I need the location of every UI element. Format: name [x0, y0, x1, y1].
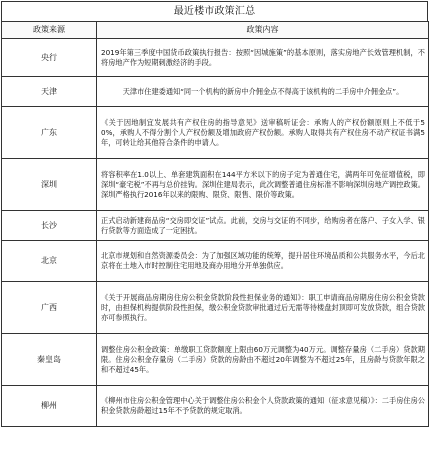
table-row-beijing	[2, 241, 429, 282]
row-content: 《关于因地制宜发展共有产权住房的指导意见》送审稿听证会：承购人的产权份额原则上不低于50%，承购人不得分割个人产权份额及增加政府产权份额。承购人取得共有产权住房不动产权证书满5年，可转让给其他符合条件的申请人。	[97, 107, 429, 159]
table-row-changsha	[2, 211, 429, 241]
policy-table	[1, 21, 429, 427]
row-content: 北京市规划和自然资源委员会：为了加强区域功能的统筹，提升居住环境品质和公共服务水平，今后北京将在土地入市时控制住宅用地及商办用地分开单独供应。	[97, 241, 429, 282]
row-content: 调整住房公积金政策：单缴职工贷款额度上限由60万元调整为40万元。调整存量房（二手房）贷款期限。住房公积金存量房（二手房）贷款的房龄由不超过20年调整为不超过25年，且房龄与贷款年限之和不超过45年。	[97, 334, 429, 386]
header-policy-source: 政策来源	[2, 22, 97, 39]
row-source: 天津	[2, 77, 97, 107]
document-title: 最近楼市政策汇总	[1, 1, 428, 21]
row-source: 广西	[2, 282, 97, 334]
row-source: 柳州	[2, 386, 97, 427]
table-row-liuzhou	[2, 386, 429, 427]
header-policy-content: 政策内容	[97, 22, 429, 39]
row-source: 长沙	[2, 211, 97, 241]
row-content: 天津市住建委通知“同一个机构的新房中介佣金点不得高于该机构的二手房中介佣金点”。	[97, 77, 429, 107]
row-source: 北京	[2, 241, 97, 282]
row-content: 将容积率在1.0以上、单套建筑面积在144平方米以下的房子定为普通住宅，满两年可免征增值税，即深圳“豪宅税”不再与总价挂钩。深圳住建局表示，此次调整普通住房标准不影响深圳房地产调控政策。深圳严格执行2016年以来的限购、限贷、限售、限价等政策。	[97, 159, 429, 211]
row-source: 广东	[2, 107, 97, 159]
row-content: 《关于开展商品房期房住房公积金贷款阶段性担保业务的通知》：职工申请商品房期房住房公积金贷款时，由担保机构提供阶段性担保，缴公积金贷款审批通过后无需等待楼盘封顶即可发放贷款，组合贷款亦可参照执行。	[97, 282, 429, 334]
row-content: 2019年第三季度中国货币政策执行报告：按照“因城施策”的基本原则，落实房地产长效管理机制，不将房地产作为短期刺激经济的手段。	[97, 39, 429, 77]
table-row-qinhuangdao	[2, 334, 429, 386]
table-row-guangxi	[2, 282, 429, 334]
table-row-shenzhen	[2, 159, 429, 211]
table-row-guangdong	[2, 107, 429, 159]
table-row-tianjin	[2, 77, 429, 107]
row-source: 秦皇岛	[2, 334, 97, 386]
row-content: 《柳州市住房公积金管理中心关于调整住房公积金个人贷款政策的通知（征求意见稿）》：二手房住房公积金贷款房龄超过15年不予贷款的规定取消。	[97, 386, 429, 427]
row-source: 央行	[2, 39, 97, 77]
row-content: 正式启动新建商品房“交房即交证”试点。此前，交房与交证的不同步，给购房者在落户、子女入学、银行贷款等方面造成了一定困扰。	[97, 211, 429, 241]
table-row-central-bank	[2, 39, 429, 77]
row-source: 深圳	[2, 159, 97, 211]
table-header-row	[2, 22, 429, 39]
